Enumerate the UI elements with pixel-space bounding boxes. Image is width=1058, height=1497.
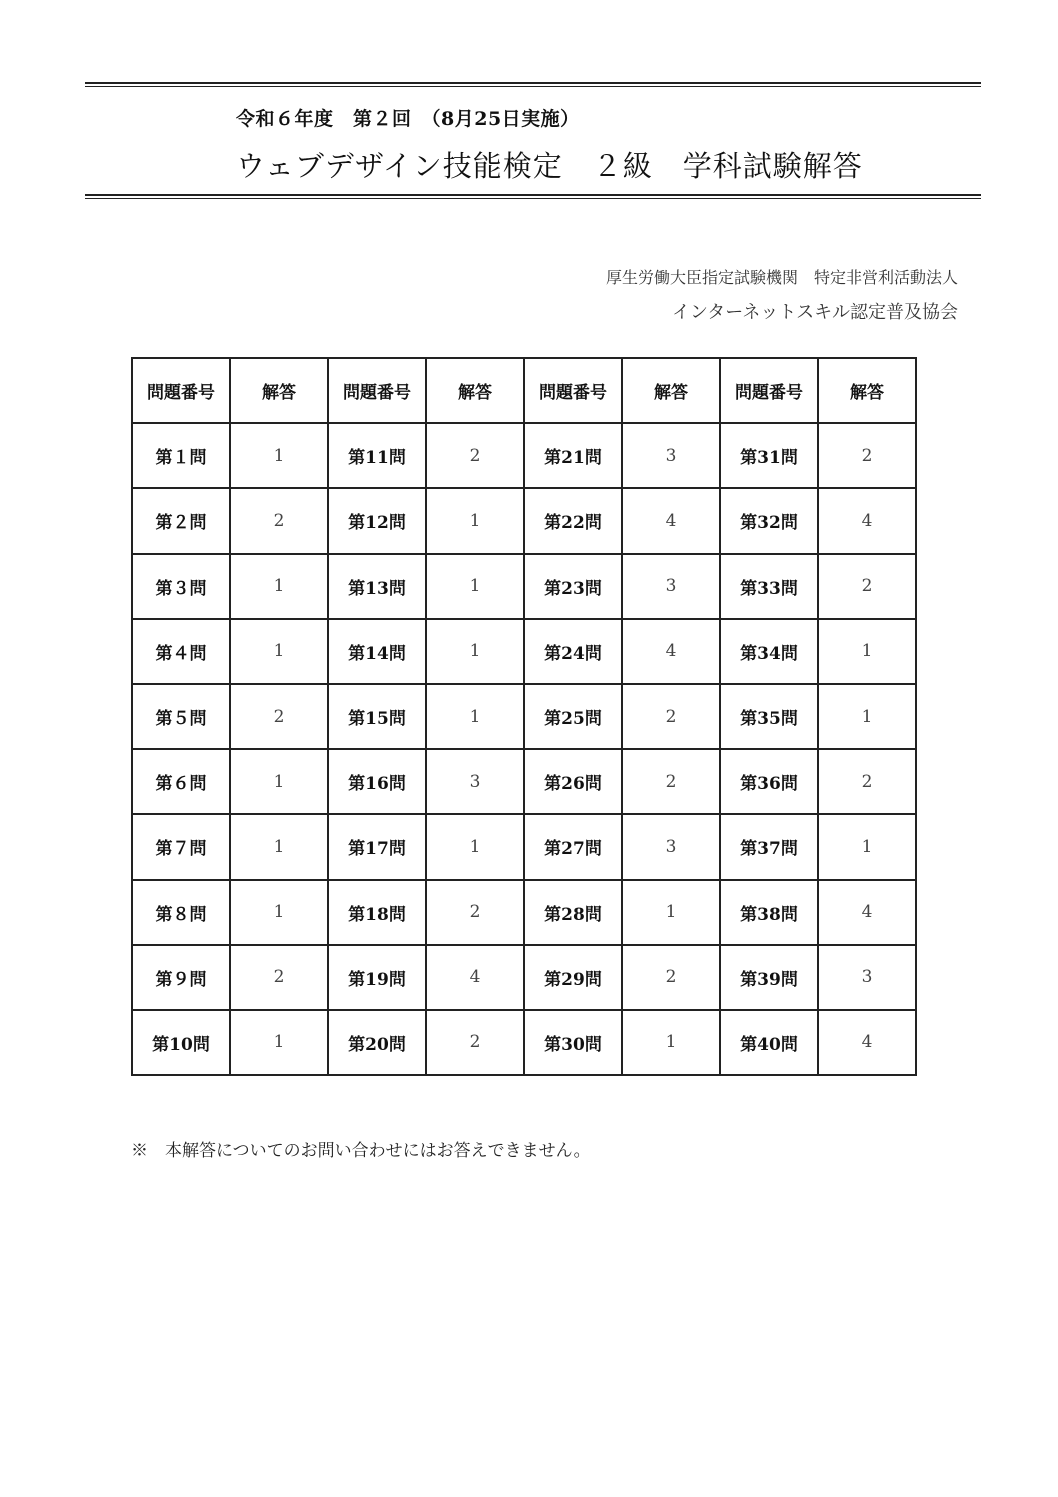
answer-cell: 1	[230, 749, 328, 814]
question-number-cell: 第１問	[132, 423, 230, 488]
question-number-cell: 第２問	[132, 488, 230, 553]
question-number-cell: 第35問	[720, 684, 818, 749]
question-number-cell: 第27問	[524, 814, 622, 879]
question-number-cell: 第11問	[328, 423, 426, 488]
table-row	[132, 880, 916, 945]
column-header-question-number: 問題番号	[132, 358, 230, 423]
question-number-cell: 第38問	[720, 880, 818, 945]
answer-table	[131, 357, 917, 1076]
answer-cell: 1	[230, 814, 328, 879]
table-row	[132, 814, 916, 879]
exam-session-title: 令和６年度 第２回 （8月25日実施）	[236, 108, 580, 130]
column-header-answer: 解答	[622, 358, 720, 423]
answer-cell: 3	[622, 814, 720, 879]
answer-cell: 4	[818, 880, 916, 945]
answer-cell: 4	[622, 619, 720, 684]
header-bottom-rule	[85, 194, 981, 199]
question-number-cell: 第29問	[524, 945, 622, 1010]
organization-name: インターネットスキル認定普及協会	[671, 302, 958, 323]
table-row	[132, 1010, 916, 1075]
table-row	[132, 423, 916, 488]
question-number-cell: 第21問	[524, 423, 622, 488]
question-number-cell: 第31問	[720, 423, 818, 488]
header-top-rule	[85, 82, 981, 87]
question-number-cell: 第28問	[524, 880, 622, 945]
column-header-answer: 解答	[230, 358, 328, 423]
answer-cell: 2	[622, 945, 720, 1010]
question-number-cell: 第９問	[132, 945, 230, 1010]
answer-cell: 1	[818, 619, 916, 684]
answer-cell: 3	[622, 554, 720, 619]
question-number-cell: 第14問	[328, 619, 426, 684]
answer-cell: 2	[426, 423, 524, 488]
table-row	[132, 684, 916, 749]
question-number-cell: 第18問	[328, 880, 426, 945]
column-header-answer: 解答	[426, 358, 524, 423]
answer-cell: 2	[818, 423, 916, 488]
answer-table-header-row	[132, 358, 916, 423]
question-number-cell: 第17問	[328, 814, 426, 879]
answer-cell: 2	[818, 554, 916, 619]
answer-cell: 2	[230, 945, 328, 1010]
question-number-cell: 第36問	[720, 749, 818, 814]
column-header-answer: 解答	[818, 358, 916, 423]
question-number-cell: 第26問	[524, 749, 622, 814]
answer-cell: 1	[230, 423, 328, 488]
question-number-cell: 第４問	[132, 619, 230, 684]
inquiry-notice: ※ 本解答についてのお問い合わせにはお答えできません。	[131, 1141, 591, 1161]
table-row	[132, 554, 916, 619]
answer-cell: 1	[426, 619, 524, 684]
answer-cell: 1	[230, 880, 328, 945]
question-number-cell: 第37問	[720, 814, 818, 879]
answer-cell: 3	[622, 423, 720, 488]
answer-cell: 1	[426, 684, 524, 749]
answer-cell: 1	[818, 814, 916, 879]
question-number-cell: 第34問	[720, 619, 818, 684]
answer-cell: 2	[230, 684, 328, 749]
answer-cell: 1	[230, 1010, 328, 1075]
question-number-cell: 第13問	[328, 554, 426, 619]
question-number-cell: 第39問	[720, 945, 818, 1010]
answer-cell: 3	[818, 945, 916, 1010]
answer-cell: 1	[622, 880, 720, 945]
question-number-cell: 第12問	[328, 488, 426, 553]
question-number-cell: 第40問	[720, 1010, 818, 1075]
answer-cell: 1	[230, 554, 328, 619]
answer-cell: 1	[230, 619, 328, 684]
answer-cell: 4	[818, 1010, 916, 1075]
table-row	[132, 749, 916, 814]
answer-cell: 1	[426, 554, 524, 619]
question-number-cell: 第22問	[524, 488, 622, 553]
answer-cell: 1	[622, 1010, 720, 1075]
answer-cell: 2	[622, 749, 720, 814]
question-number-cell: 第15問	[328, 684, 426, 749]
question-number-cell: 第30問	[524, 1010, 622, 1075]
answer-cell: 1	[426, 814, 524, 879]
question-number-cell: 第19問	[328, 945, 426, 1010]
answer-cell: 1	[818, 684, 916, 749]
question-number-cell: 第33問	[720, 554, 818, 619]
column-header-question-number: 問題番号	[328, 358, 426, 423]
answer-cell: 2	[230, 488, 328, 553]
answer-cell: 2	[818, 749, 916, 814]
organization-designation: 厚生労働大臣指定試験機関 特定非営利活動法人	[605, 268, 958, 287]
column-header-question-number: 問題番号	[524, 358, 622, 423]
question-number-cell: 第６問	[132, 749, 230, 814]
question-number-cell: 第24問	[524, 619, 622, 684]
question-number-cell: 第７問	[132, 814, 230, 879]
table-row	[132, 619, 916, 684]
answer-cell: 3	[426, 749, 524, 814]
question-number-cell: 第10問	[132, 1010, 230, 1075]
table-row	[132, 945, 916, 1010]
answer-cell: 2	[426, 880, 524, 945]
answer-cell: 1	[426, 488, 524, 553]
answer-cell: 4	[426, 945, 524, 1010]
question-number-cell: 第32問	[720, 488, 818, 553]
question-number-cell: 第５問	[132, 684, 230, 749]
answer-cell: 4	[622, 488, 720, 553]
question-number-cell: 第20問	[328, 1010, 426, 1075]
answer-cell: 2	[426, 1010, 524, 1075]
question-number-cell: 第３問	[132, 554, 230, 619]
exam-main-title: ウェブデザイン技能検定 ２級 学科試験解答	[236, 149, 863, 183]
table-row	[132, 488, 916, 553]
answer-cell: 2	[622, 684, 720, 749]
question-number-cell: 第23問	[524, 554, 622, 619]
question-number-cell: 第16問	[328, 749, 426, 814]
answer-cell: 4	[818, 488, 916, 553]
question-number-cell: 第８問	[132, 880, 230, 945]
column-header-question-number: 問題番号	[720, 358, 818, 423]
question-number-cell: 第25問	[524, 684, 622, 749]
